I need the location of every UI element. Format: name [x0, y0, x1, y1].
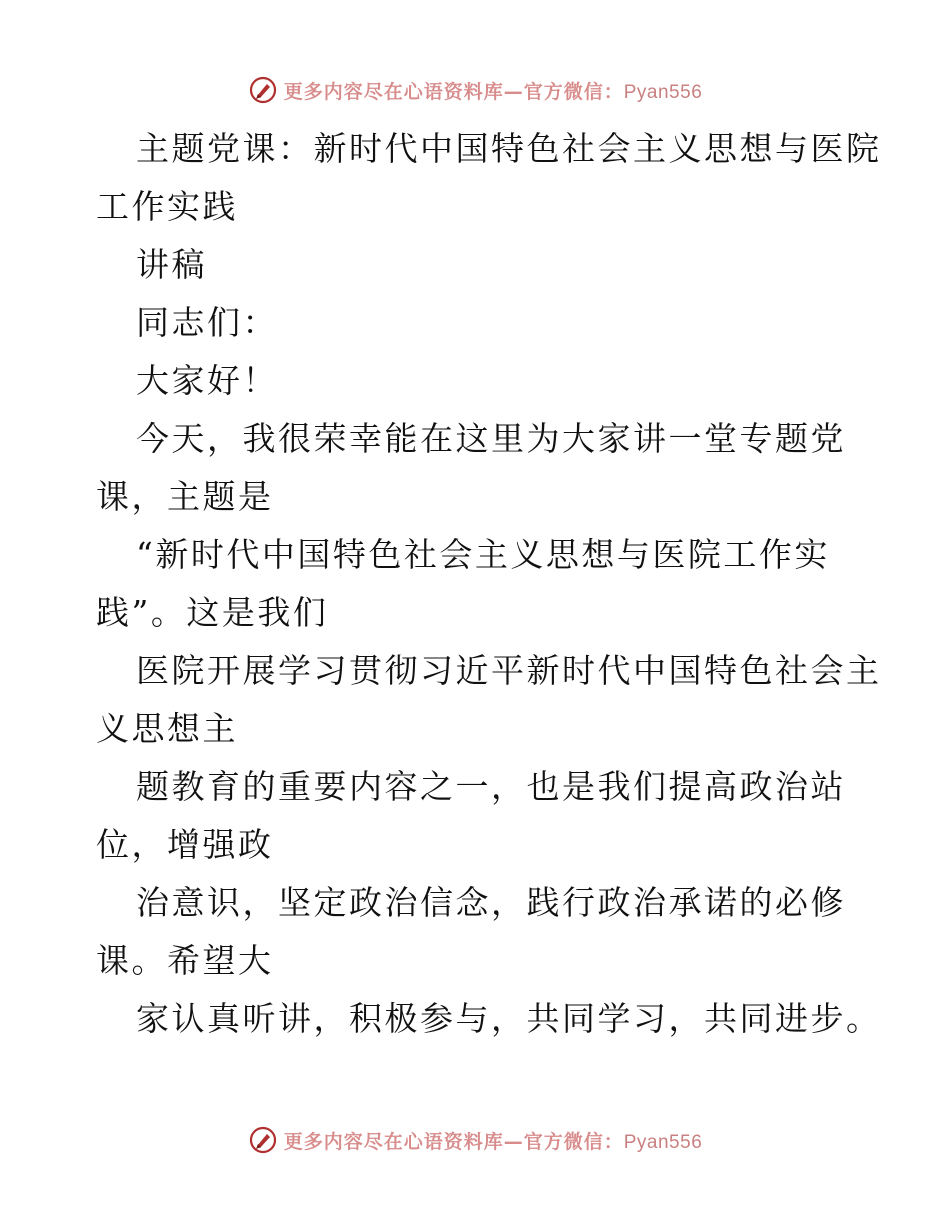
header-watermark-banner — [0, 68, 950, 112]
banner-site-text: 更多内容尽在心语资料库 — [283, 80, 504, 103]
red-pen-nib-logo-icon — [248, 1125, 278, 1155]
document-line: 家认真听讲，积极参与，共同学习，共同进步。 — [136, 999, 882, 1038]
footer-watermark-banner — [0, 1118, 950, 1162]
red-pen-nib-logo-icon — [248, 75, 278, 105]
document-line: 践”。这是我们 — [96, 593, 329, 632]
banner-wechat-id: Pyan556 — [623, 1131, 703, 1153]
banner-dash: — — [503, 80, 524, 103]
document-line: 医院开展学习贯彻习近平新时代中国特色社会主 — [136, 651, 882, 690]
document-line: 课，主题是 — [96, 477, 274, 516]
banner-site-text: 更多内容尽在心语资料库 — [283, 1130, 504, 1153]
document-line: 题教育的重要内容之一，也是我们提高政治站 — [136, 767, 846, 806]
document-line: 义思想主 — [96, 709, 238, 748]
document-line: “新时代中国特色社会主义思想与医院工作实 — [136, 535, 830, 574]
document-body — [96, 120, 882, 1048]
document-line: 课。希望大 — [96, 941, 274, 980]
document-line: 工作实践 — [96, 187, 238, 226]
banner-official-label: 官方微信： — [523, 1130, 624, 1153]
banner-wechat-id: Pyan556 — [623, 81, 703, 103]
document-line: 位，增强政 — [96, 825, 274, 864]
banner-dash: — — [503, 1130, 524, 1153]
document-line: 大家好！ — [136, 361, 278, 400]
document-line: 讲稿 — [136, 245, 207, 284]
document-line: 今天，我很荣幸能在这里为大家讲一堂专题党 — [136, 419, 846, 458]
document-line: 主题党课：新时代中国特色社会主义思想与医院 — [136, 129, 882, 168]
banner-official-label: 官方微信： — [523, 80, 624, 103]
document-line: 同志们： — [136, 303, 278, 342]
document-line: 治意识，坚定政治信念，践行政治承诺的必修 — [136, 883, 846, 922]
